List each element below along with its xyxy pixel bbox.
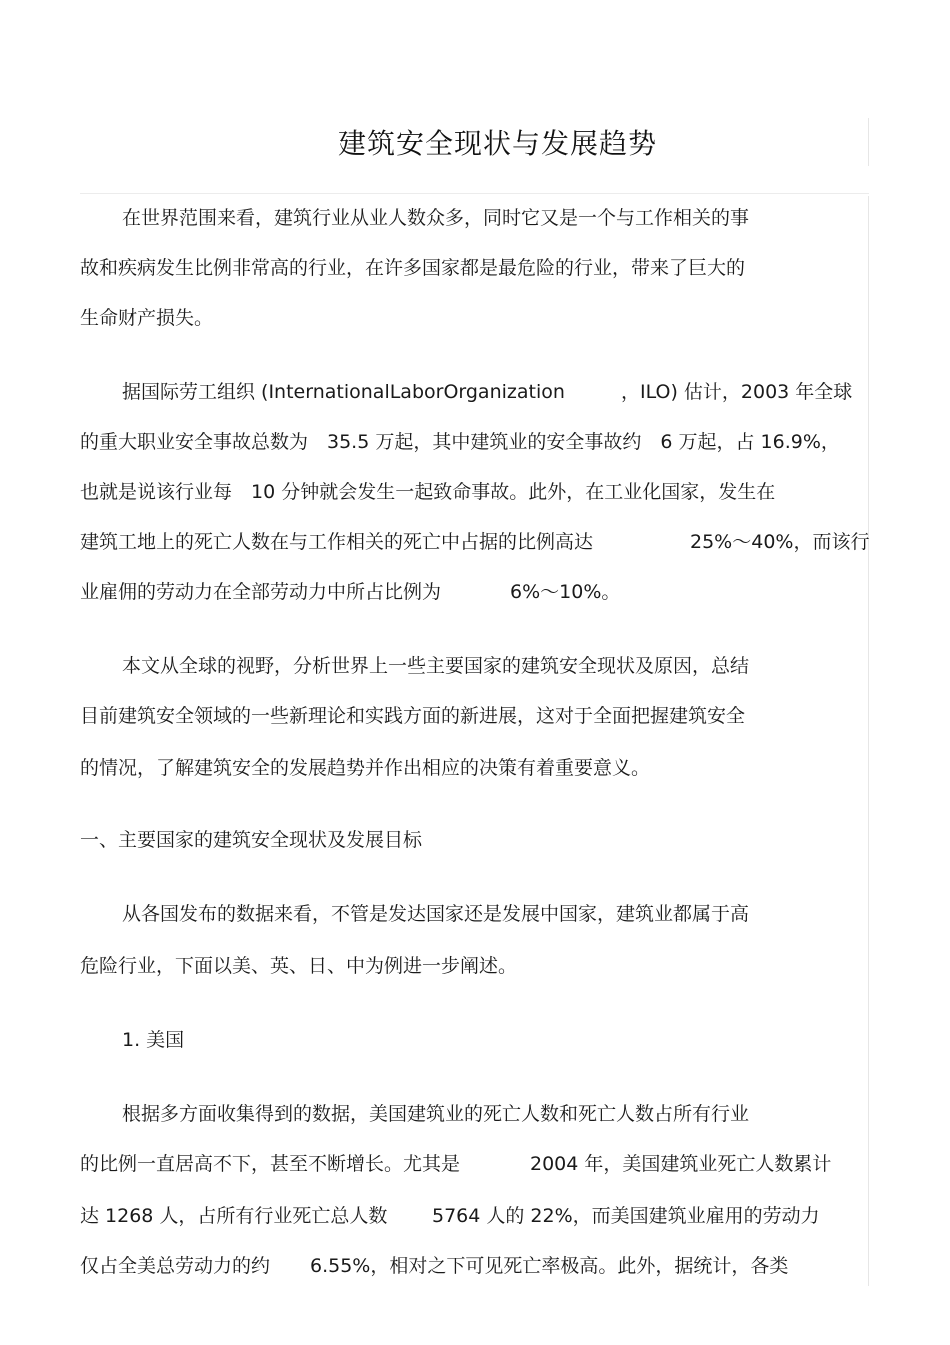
document-title: 建筑安全现状与发展趋势 — [337, 127, 657, 160]
paragraph-line: 的比例一直居高不下，甚至不断增长。尤其是 — [80, 1153, 461, 1175]
paragraph-line: 业雇佣的劳动力在全部劳动力中所占比例为 — [80, 581, 442, 603]
paragraph-line: 本文从全球的视野，分析世界上一些主要国家的建筑安全现状及原因，总结 — [122, 655, 750, 677]
paragraph-line: 据国际劳工组织 (InternationalLaborOrganization — [122, 381, 565, 403]
paragraph-line: 在世界范围来看，建筑行业从业人数众多，同时它又是一个与工作相关的事 — [122, 207, 750, 229]
paragraph-line: 2004 年，美国建筑业死亡人数累计 — [530, 1153, 832, 1175]
paragraph-line: 的重大职业安全事故总数为 35.5 万起，其中建筑业的安全事故约 6 万起，占 16.9%， — [80, 431, 840, 453]
paragraph-line: 从各国发布的数据来看，不管是发达国家还是发展中国家，建筑业都属于高 — [122, 903, 750, 925]
paragraph-line: 仅占全美总劳动力的约 — [80, 1255, 271, 1277]
paragraph-line: 根据多方面收集得到的数据，美国建筑业的死亡人数和死亡人数占所有行业 — [122, 1103, 750, 1125]
section-heading: 一、主要国家的建筑安全现状及发展目标 — [80, 829, 423, 851]
paragraph-line: 建筑工地上的死亡人数在与工作相关的死亡中占据的比例高达 — [80, 531, 594, 553]
paragraph-line: 5764 人的 22%，而美国建筑业雇用的劳动力 — [432, 1205, 820, 1227]
paragraph-line: 达 1268 人，占所有行业死亡总人数 — [80, 1205, 388, 1227]
paragraph-line: ，ILO) 估计，2003 年全球 — [621, 381, 853, 403]
paragraph-line: 生命财产损失。 — [80, 307, 214, 329]
paragraph-line: 6%～10%。 — [510, 581, 621, 603]
paragraph-line: 故和疾病发生比例非常高的行业，在许多国家都是最危险的行业，带来了巨大的 — [80, 257, 746, 279]
paragraph-line: 6.55%，相对之下可见死亡率极高。此外，据统计，各类 — [310, 1255, 789, 1277]
paragraph-line: 目前建筑安全领域的一些新理论和实践方面的新进展，这对于全面把握建筑安全 — [80, 705, 746, 727]
paragraph-line: 的情况，了解建筑安全的发展趋势并作出相应的决策有着重要意义。 — [80, 757, 651, 779]
paragraph-line: 25%～40%，而该行 — [690, 531, 870, 553]
page-edge-rule — [868, 196, 869, 1286]
subsection-heading: 1. 美国 — [122, 1029, 185, 1051]
paragraph-line: 危险行业，下面以美、英、日、中为例进一步阐述。 — [80, 955, 518, 977]
paragraph-line: 也就是说该行业每 10 分钟就会发生一起致命事故。此外，在工业化国家，发生在 — [80, 481, 776, 503]
header-divider — [80, 193, 869, 194]
